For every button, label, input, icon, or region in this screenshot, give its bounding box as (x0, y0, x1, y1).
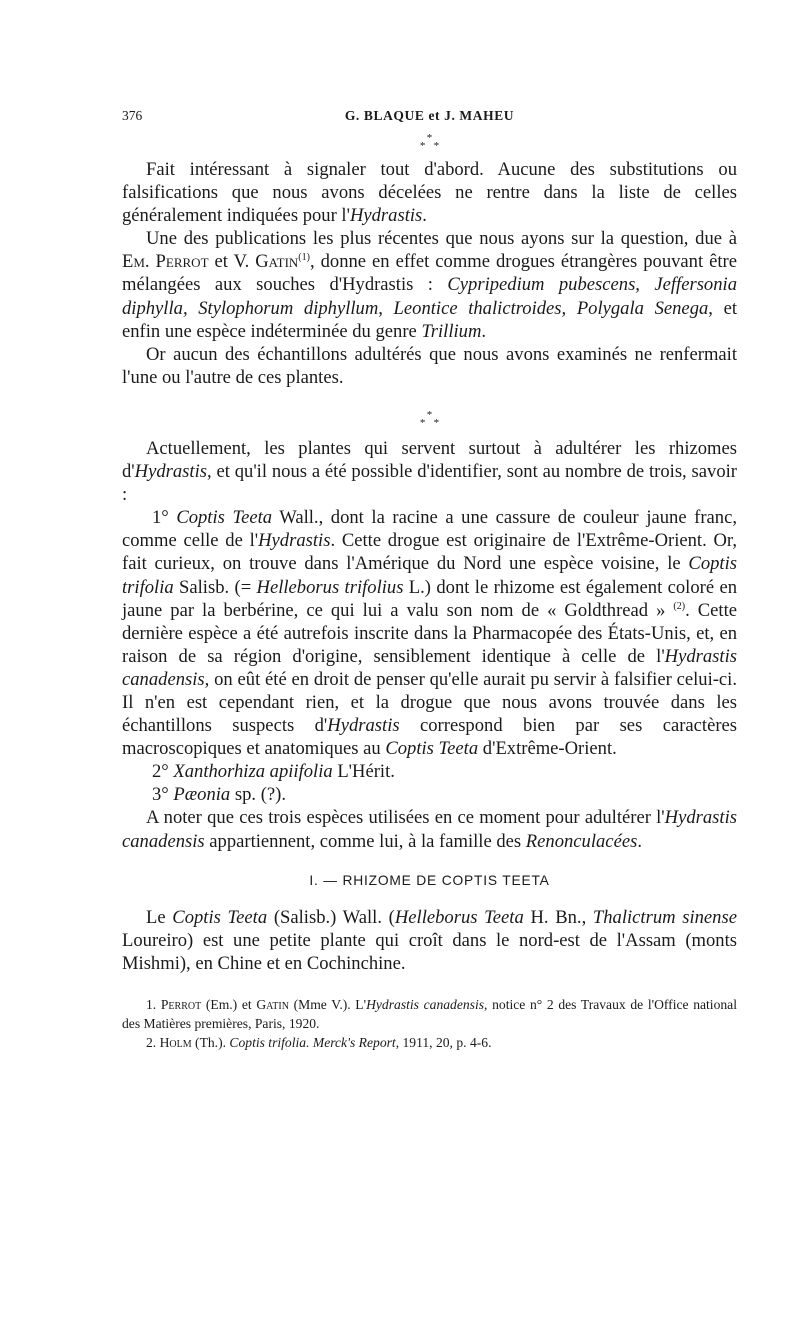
footnote-ref: (1) (298, 252, 310, 264)
running-title: G. BLAQUE et J. MAHEU (344, 108, 515, 123)
asterism-star: * (433, 416, 440, 429)
footnotes (122, 995, 737, 1052)
asterism-star: * (419, 140, 426, 152)
section-heading: I. — RHIZOME DE COPTIS TEETA (309, 872, 550, 888)
list-item: 1° Coptis Teeta Wall., dont la racine a une cassure de couleur jaune franc, comme celle de l'Hydrastis. Cette drogue est originaire de l'Extrême-Orient. Or, fait curieux, on trouve dans l'Amérique du Nord une espèce voisine, le Coptis trifolia Salisb. (= Helleborus trifolius L.) dont le rhizome est également coloré en jaune par la berbérine, ce qui lui a valu son nom de « Goldthread » $^{(2)}$. Cette dernière espèce a été autrefois inscrite dans la Pharmacopée des États-Unis, et, en raison de sa région d'origine, sensiblement identique à celle de l'Hydrastis canadensis, on eût été en droit de penser qu'elle aurait pu servir à falsifier celui-ci. Il n'en est cependant rien, et la drogue que nous avons trouvée dans les échantillons suspects d'Hydrastis correspond bien par ses caractères macroscopiques et anatomiques au Coptis Teeta d'Extrême-Orient. (122, 507, 738, 760)
paragraph: Fait intéressant à signaler tout d'abord. Aucune des substitutions ou falsifications que nous avons décelées ne rentre dans la liste de celles généralement indiquées pour l'Hydrastis. (122, 159, 737, 227)
author-name: Gatin (255, 251, 299, 273)
paragraph: Or aucun des échantillons adultérés que nous avons examinés ne renfermait l'une ou l'autre de ces plantes. (122, 343, 737, 388)
page-number: 376 (122, 108, 143, 123)
paragraph: Le Coptis Teeta (Salisb.) Wall. (Helleborus Teeta H. Bn., Thalictrum sinense Loureiro) est une petite plante qui croît dans le nord-est de l'Assam (monts Mishmi), en Chine et en Cochinchine. (122, 906, 737, 974)
asterism-star: * (433, 140, 440, 152)
asterism-star: * (426, 408, 433, 421)
author-name: Em. Perrot (122, 251, 209, 273)
page (122, 108, 737, 1052)
paragraph: Actuellement, les plantes qui servent surtout à adultérer les rhizomes d'Hydrastis, et qu'il nous a été possible d'identifier, sont au nombre de trois, savoir : (122, 437, 737, 506)
asterism-star: * (419, 416, 426, 429)
list-item: 2° Xanthorhiza apiifolia L'Hérit. (152, 761, 395, 783)
asterism-star: * (426, 132, 433, 144)
list-item: 3° Pæonia sp. (?). (152, 784, 286, 806)
page-header (122, 108, 737, 132)
paragraph: A noter que ces trois espèces utilisées en ce moment pour adultérer l'Hydrastis canadensis appartiennent, comme lui, à la famille des Renonculacées. (122, 807, 737, 852)
paragraph: Une des publications les plus récentes que nous ayons sur la question, due à Em. Perrot et V. Gatin$^{(1)}$, donne en effet comme drogues étrangères pouvant être mélangées aux souches d'Hydrastis : Cypripedium pubescens, Jeffersonia diphylla, Stylophorum diphyllum, Leontice thalictroides, Polygala Senega, et enfin une espèce indéterminée du genre Trillium. (122, 228, 738, 342)
species-list: Cypripedium pubescens, Jeffersonia diphylla, Stylophorum diphyllum, Leontice thalictroides, Polygala Senega (122, 274, 737, 319)
footnote-ref: (2) (673, 600, 686, 612)
asterism-separator-2 (122, 408, 737, 429)
asterism-separator-1 (122, 134, 737, 150)
footnote: 2. Holm (Th.). Coptis trifolia. Merck's Report, 1911, 20, p. 4-6. (146, 1034, 492, 1050)
footnote: 1. Perrot (Em.) et Gatin (Mme V.). L'Hydrastis canadensis, notice n° 2 des Travaux de l'Office national des Matières premières, Paris, 1920. (122, 996, 737, 1031)
